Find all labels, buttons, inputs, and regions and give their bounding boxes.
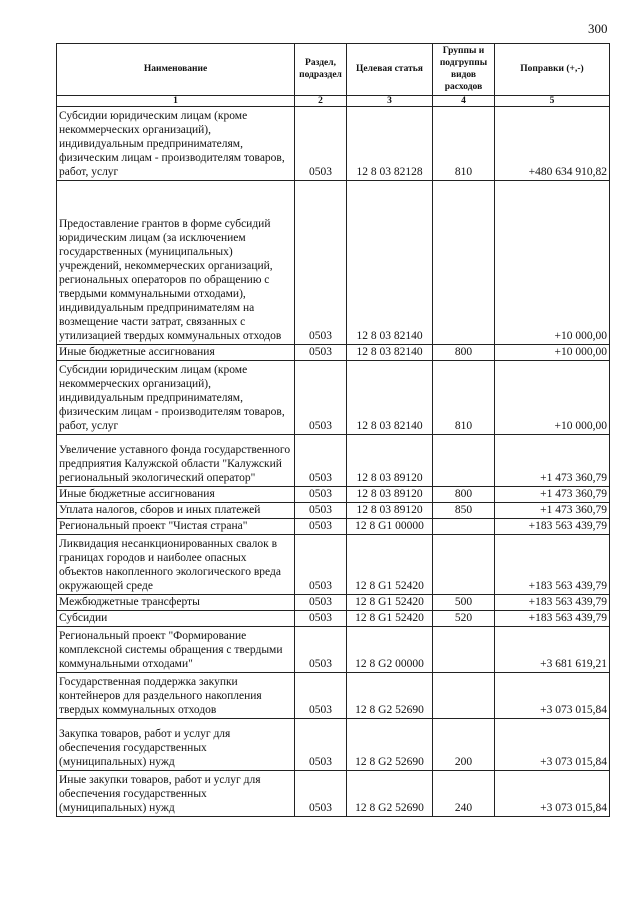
- row-section: 0503: [295, 435, 347, 487]
- table-row: [57, 107, 610, 181]
- table-row: [57, 627, 610, 673]
- row-amount: +10 000,00: [495, 361, 610, 435]
- row-amount: +3 073 015,84: [495, 673, 610, 719]
- row-amount: +3 073 015,84: [495, 771, 610, 817]
- row-name: Иные бюджетные ассигнования: [57, 487, 295, 503]
- header-name: Наименование: [57, 44, 295, 96]
- row-target: 12 8 03 89120: [347, 487, 433, 503]
- column-number: 1: [57, 96, 295, 107]
- row-group: 800: [433, 345, 495, 361]
- column-number: 5: [495, 96, 610, 107]
- header-group: Группы и подгруппы видов расходов: [433, 44, 495, 96]
- row-name: Предоставление грантов в форме субсидий юридическим лицам (за исключением государственных (муниципальных) учреждений, некоммерческих организаций, региональных операторов по обращению с твердыми коммунальными отходами), индивидуальным предпринимателям на возмещение части затрат, связанных с утилизацией твердых коммунальных отходов: [57, 181, 295, 345]
- row-group: 500: [433, 595, 495, 611]
- row-section: 0503: [295, 107, 347, 181]
- table-row: [57, 503, 610, 519]
- row-amount: +183 563 439,79: [495, 595, 610, 611]
- row-amount: +10 000,00: [495, 181, 610, 345]
- row-amount: +480 634 910,82: [495, 107, 610, 181]
- row-target: 12 8 G1 52420: [347, 595, 433, 611]
- row-group: 240: [433, 771, 495, 817]
- row-name: Иные бюджетные ассигнования: [57, 345, 295, 361]
- row-amount: +183 563 439,79: [495, 535, 610, 595]
- row-amount: +1 473 360,79: [495, 503, 610, 519]
- row-amount: +3 681 619,21: [495, 627, 610, 673]
- row-name: Увеличение уставного фонда государственного предприятия Калужской области "Калужский региональный экологический оператор": [57, 435, 295, 487]
- table-header-row: [57, 44, 610, 96]
- row-section: 0503: [295, 611, 347, 627]
- row-group: 810: [433, 361, 495, 435]
- row-group: [433, 535, 495, 595]
- row-amount: +183 563 439,79: [495, 611, 610, 627]
- row-name: Государственная поддержка закупки контейнеров для раздельного накопления твердых коммунальных отходов: [57, 673, 295, 719]
- table-body: [57, 107, 610, 817]
- row-section: 0503: [295, 181, 347, 345]
- row-group: 520: [433, 611, 495, 627]
- row-section: 0503: [295, 627, 347, 673]
- row-name: Региональный проект "Формирование комплексной системы обращения с твердыми коммунальными отходами": [57, 627, 295, 673]
- row-amount: +1 473 360,79: [495, 435, 610, 487]
- row-group: 200: [433, 719, 495, 771]
- row-target: 12 8 G1 00000: [347, 519, 433, 535]
- column-number-row: [57, 96, 610, 107]
- row-group: [433, 627, 495, 673]
- row-amount: +183 563 439,79: [495, 519, 610, 535]
- row-target: 12 8 03 82128: [347, 107, 433, 181]
- column-number: 2: [295, 96, 347, 107]
- row-group: [433, 673, 495, 719]
- row-section: 0503: [295, 771, 347, 817]
- row-target: 12 8 03 89120: [347, 435, 433, 487]
- row-target: 12 8 G1 52420: [347, 611, 433, 627]
- row-target: 12 8 G2 52690: [347, 771, 433, 817]
- row-name: Субсидии: [57, 611, 295, 627]
- table-row: [57, 435, 610, 487]
- header-target: Целевая статья: [347, 44, 433, 96]
- row-target: 12 8 G2 52690: [347, 673, 433, 719]
- row-section: 0503: [295, 519, 347, 535]
- table-row: [57, 181, 610, 345]
- row-section: 0503: [295, 673, 347, 719]
- table-row: [57, 611, 610, 627]
- row-amount: +1 473 360,79: [495, 487, 610, 503]
- row-name: Межбюджетные трансферты: [57, 595, 295, 611]
- table-row: [57, 673, 610, 719]
- header-section: Раздел, подраздел: [295, 44, 347, 96]
- table-row: [57, 345, 610, 361]
- row-section: 0503: [295, 361, 347, 435]
- row-section: 0503: [295, 595, 347, 611]
- row-group: [433, 181, 495, 345]
- row-name: Ликвидация несанкционированных свалок в границах городов и наиболее опасных объектов накопленного экологического вреда окружающей среде: [57, 535, 295, 595]
- row-amount: +3 073 015,84: [495, 719, 610, 771]
- row-group: [433, 519, 495, 535]
- row-name: Иные закупки товаров, работ и услуг для обеспечения государственных (муниципальных) нужд: [57, 771, 295, 817]
- row-group: 850: [433, 503, 495, 519]
- row-section: 0503: [295, 345, 347, 361]
- row-section: 0503: [295, 719, 347, 771]
- row-name: Субсидии юридическим лицам (кроме некоммерческих организаций), индивидуальным предпринимателям, физическим лицам - производителям товаров, работ, услуг: [57, 361, 295, 435]
- table-row: [57, 535, 610, 595]
- row-section: 0503: [295, 503, 347, 519]
- header-amount: Поправки (+,-): [495, 44, 610, 96]
- table-row: [57, 719, 610, 771]
- row-section: 0503: [295, 487, 347, 503]
- row-target: 12 8 G1 52420: [347, 535, 433, 595]
- row-group: 810: [433, 107, 495, 181]
- row-section: 0503: [295, 535, 347, 595]
- row-name: Уплата налогов, сборов и иных платежей: [57, 503, 295, 519]
- row-target: 12 8 03 82140: [347, 345, 433, 361]
- row-group: [433, 435, 495, 487]
- row-target: 12 8 03 82140: [347, 361, 433, 435]
- column-number: 4: [433, 96, 495, 107]
- page-number: 300: [588, 21, 608, 36]
- row-name: Закупка товаров, работ и услуг для обеспечения государственных (муниципальных) нужд: [57, 719, 295, 771]
- column-number: 3: [347, 96, 433, 107]
- table-row: [57, 595, 610, 611]
- budget-amendments-table: [56, 43, 610, 817]
- row-target: 12 8 G2 00000: [347, 627, 433, 673]
- row-name: Субсидии юридическим лицам (кроме некоммерческих организаций), индивидуальным предпринимателям, физическим лицам - производителям товаров, работ, услуг: [57, 107, 295, 181]
- table-row: [57, 771, 610, 817]
- table-row: [57, 361, 610, 435]
- row-amount: +10 000,00: [495, 345, 610, 361]
- row-target: 12 8 03 89120: [347, 503, 433, 519]
- row-group: 800: [433, 487, 495, 503]
- row-target: 12 8 03 82140: [347, 181, 433, 345]
- row-name: Региональный проект "Чистая страна": [57, 519, 295, 535]
- table-row: [57, 519, 610, 535]
- table-row: [57, 487, 610, 503]
- row-target: 12 8 G2 52690: [347, 719, 433, 771]
